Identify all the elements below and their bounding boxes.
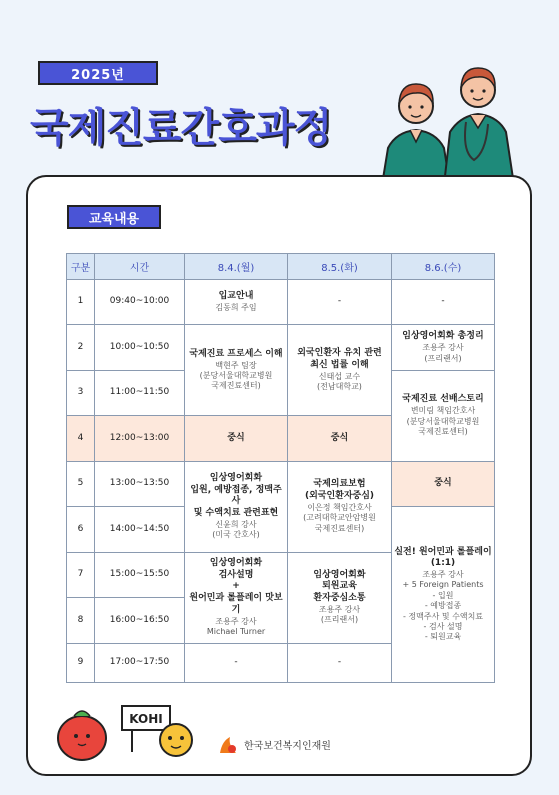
session-affiliation: (프리랜서) <box>424 353 462 363</box>
session-cell <box>288 325 392 416</box>
session-cell <box>185 280 288 325</box>
session-speaker: 조용주 강사 <box>422 343 464 353</box>
session-title: 임상영어회화 <box>209 473 263 483</box>
session-speaker: 백현주 팀장 <box>215 360 257 370</box>
session-detail: - 정맥주사 및 수액치료 <box>402 611 484 621</box>
session-speaker: 신태섭 교수 <box>318 371 361 381</box>
lunch-cell <box>392 461 495 506</box>
table-header-row <box>67 254 495 280</box>
session-detail: - 퇴원교육 <box>424 632 462 642</box>
year-badge: 2025년 <box>38 61 158 85</box>
mascot-sign-text: KOHI <box>129 712 163 726</box>
session-affiliation: 국제진료센터) <box>211 381 261 391</box>
session-detail: - 예방접종 <box>424 601 462 611</box>
session-title: 실전! 원어민과 롤플레이 <box>394 546 492 557</box>
session-affiliation: (분당서울대학교병원 <box>199 371 273 381</box>
row-num: 9 <box>67 643 95 682</box>
session-cell <box>185 325 288 416</box>
session-speaker: 변미림 책임간호사 <box>410 406 476 416</box>
session-cell: - <box>392 280 495 325</box>
row-time: 12:00~13:00 <box>95 416 185 461</box>
session-speaker: 조용주 강사 <box>318 604 361 614</box>
lunch-label: 중식 <box>330 432 349 443</box>
session-affiliation: (미국 간호사) <box>212 530 260 540</box>
session-cell <box>185 552 288 643</box>
lunch-cell <box>185 416 288 461</box>
session-cell <box>392 370 495 461</box>
row-num: 5 <box>67 461 95 506</box>
row-num: 6 <box>67 507 95 552</box>
session-title: 국제의료보험 <box>313 479 366 490</box>
nurses-illustration-icon <box>374 60 524 185</box>
session-title: 퇴원교육 <box>322 581 357 592</box>
session-title: 입교안내 <box>218 291 254 302</box>
row-num: 1 <box>67 280 95 325</box>
row-time: 13:00~13:50 <box>95 461 185 506</box>
row-time: 16:00~16:50 <box>95 598 185 643</box>
session-affiliation: (전남대학교) <box>317 382 362 392</box>
row-time: 14:00~14:50 <box>95 507 185 552</box>
session-speaker: 신윤희 강사 <box>215 519 257 529</box>
session-cell: - <box>288 643 392 682</box>
session-cell <box>392 507 495 683</box>
session-title: (1:1) <box>430 558 456 569</box>
schedule-table <box>66 253 495 683</box>
session-title: 최신 법률 이해 <box>310 360 369 371</box>
session-speaker: 이은정 책임간호사 <box>307 502 372 512</box>
org-logo-icon <box>218 735 238 755</box>
session-cell: - <box>185 643 288 682</box>
session-affiliation: (분당서울대학교병원 <box>406 416 480 426</box>
session-cell <box>185 461 288 552</box>
lunch-cell <box>288 416 392 461</box>
lunch-label: 중식 <box>434 478 452 489</box>
session-title: 원어민과 롤플레이 맛보기 <box>189 593 283 615</box>
session-speaker: Michael Turner <box>206 626 266 636</box>
session-affiliation: 국제진료센터) <box>418 426 468 436</box>
session-cell <box>392 325 495 370</box>
session-cell: - <box>288 280 392 325</box>
session-title: 국제진료 프로세스 이해 <box>189 348 283 359</box>
session-title: 임상영어회화 총정리 <box>402 331 484 342</box>
row-time: 15:00~15:50 <box>95 552 185 597</box>
org-name: 한국보건복지인재원 <box>244 741 331 752</box>
page-title: 국제진료간호과정 <box>30 105 332 151</box>
session-detail: + 5 Foreign Patients <box>402 580 484 590</box>
session-title: + <box>232 581 240 592</box>
row-time: 17:00~17:50 <box>95 643 185 682</box>
session-title: 임상영어회화 <box>313 569 366 580</box>
session-detail: - 검사 설명 <box>423 621 463 631</box>
row-num: 3 <box>67 370 95 415</box>
row-num: 4 <box>67 416 95 461</box>
session-detail: - 입원 <box>432 590 454 600</box>
header-tue: 8.5.(화) <box>288 254 392 280</box>
session-speaker: 김동희 주임 <box>215 302 257 312</box>
table-row <box>67 280 495 325</box>
row-num: 2 <box>67 325 95 370</box>
mascot-illustration-icon <box>52 700 202 762</box>
session-affiliation: (프리랜서) <box>320 615 359 625</box>
row-time: 11:00~11:50 <box>95 370 185 415</box>
session-title: 국제진료 선배스토리 <box>402 394 484 405</box>
session-affiliation: (고려대학교안암병원 <box>303 513 376 523</box>
header-time: 시간 <box>95 254 185 280</box>
session-title: 환자중심소통 <box>313 593 366 604</box>
session-title: 입원, 예방접종, 정맥주사 <box>190 484 282 507</box>
table-row <box>67 325 495 370</box>
row-num: 7 <box>67 552 95 597</box>
session-title: (외국인환자중심) <box>304 491 375 502</box>
session-speaker: 조용주 강사 <box>422 569 464 579</box>
row-time: 09:40~10:00 <box>95 280 185 325</box>
session-title: 및 수액치료 관련표현 <box>193 508 279 519</box>
section-label: 교육내용 <box>67 205 161 229</box>
row-time: 10:00~10:50 <box>95 325 185 370</box>
lunch-label: 중식 <box>227 432 245 443</box>
session-title: 검사설명 <box>218 569 254 580</box>
session-title: 임상영어회화 <box>209 558 263 569</box>
table-row <box>67 461 495 506</box>
session-cell <box>288 552 392 643</box>
header-num: 구분 <box>67 254 95 280</box>
header-wed: 8.6.(수) <box>392 254 495 280</box>
session-affiliation: 국제진료센터) <box>314 523 365 533</box>
session-cell <box>288 461 392 552</box>
session-speaker: 조용주 강사 <box>215 616 257 626</box>
header-mon: 8.4.(월) <box>185 254 288 280</box>
row-num: 8 <box>67 598 95 643</box>
session-title: 외국인환자 유치 관련 <box>297 348 382 359</box>
